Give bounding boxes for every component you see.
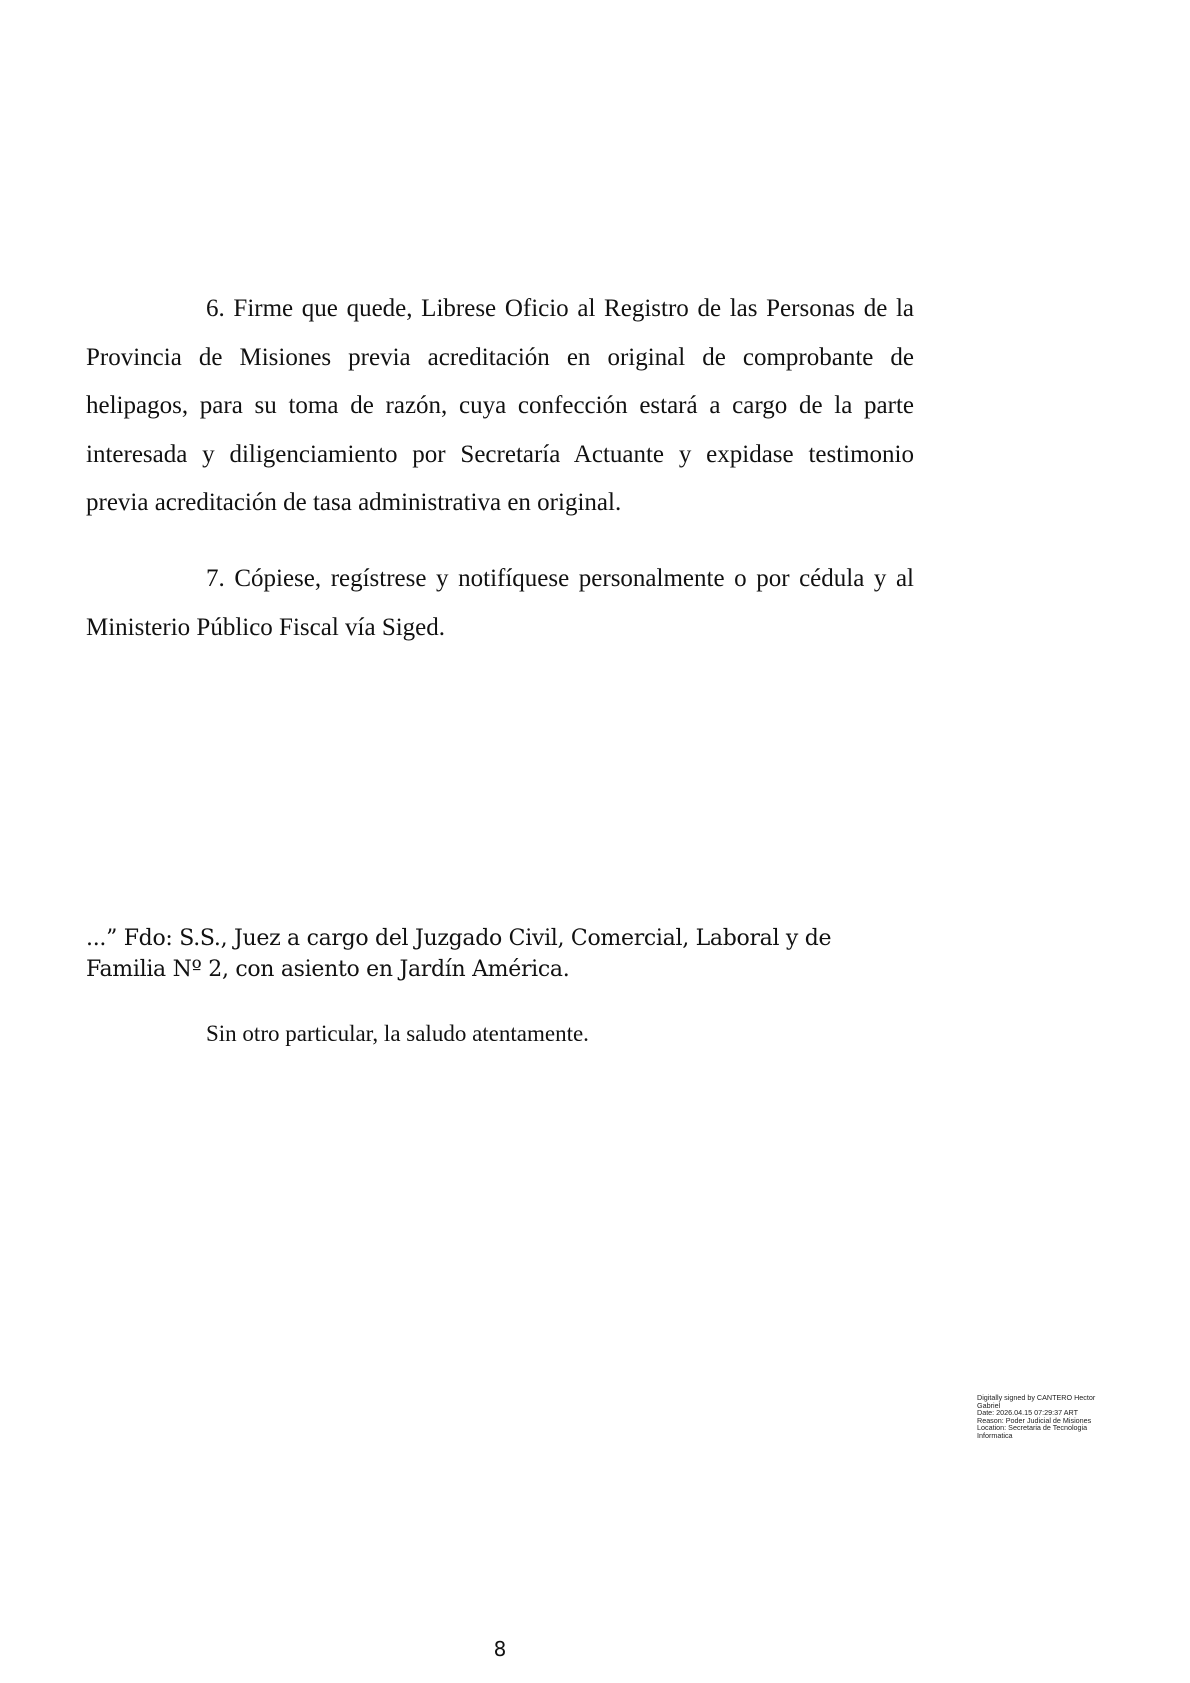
paragraph-7-text: Cópiese, regístrese y notifíquese personalmente o por cédula y al Ministerio Público Fiscal vía Siged. [86, 565, 915, 641]
paragraph-6 [86, 285, 914, 528]
paragraph-6-number: 6. [206, 295, 225, 322]
signature-line: Reason: Poder Judicial de Misiones [977, 1415, 1092, 1425]
signature-line: Gabriel [977, 1400, 1001, 1410]
digital-signature [977, 1394, 1127, 1440]
signature-line: Location: Secretaria de Tecnologia [977, 1423, 1088, 1433]
paragraph-7-number: 7. [206, 565, 225, 592]
signature-line: Date: 2026.04.15 07:29:37 ART [977, 1408, 1078, 1418]
closing-text: Sin otro particular, la saludo atentamente. [206, 1021, 589, 1046]
page-number: 8 [493, 1637, 507, 1661]
signed-by-text: ...” Fdo: S.S., Juez a cargo del Juzgado Civil, Comercial, Laboral y de Familia Nº 2, con asiento en Jardín América. [86, 926, 832, 982]
paragraph-7 [86, 555, 914, 652]
signature-line: Digitally signed by CANTERO Hector [977, 1393, 1096, 1402]
signature-line: Informatica [977, 1430, 1013, 1440]
paragraph-6-text: Firme que quede, Librese Oficio al Registro de las Personas de la Provincia de Misiones previa acreditación en original de comprobante de helipagos, para su toma de razón, cuya confección estará a cargo de la parte interesada y diligenciamiento por Secretaría Actuante y expidase testimonio previa acreditación de tasa administrativa en original. [86, 295, 914, 516]
